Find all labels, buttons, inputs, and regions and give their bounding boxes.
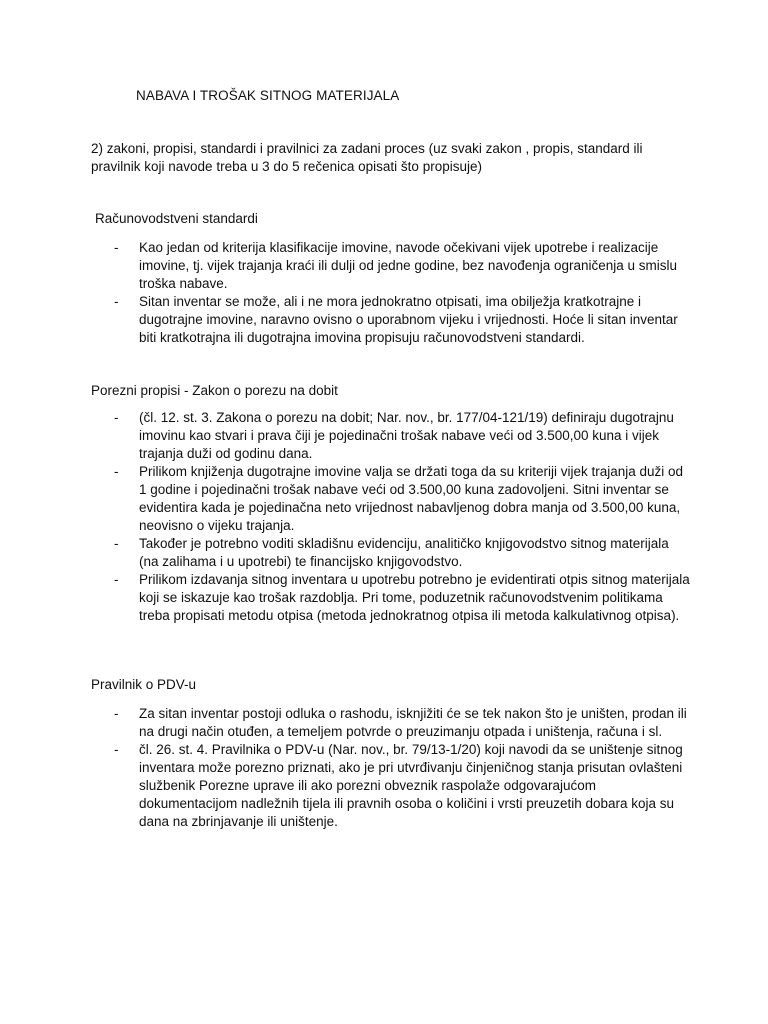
- list-item: [91, 705, 691, 741]
- list-item-text: Prilikom izdavanja sitnog inventara u upotrebu potrebno je evidentirati otpis sitnog materijala koji se iskazuje kao trošak razdoblja. Pri tome, poduzetnik računovodstvenim politikama treba propisati metodu otpisa (metoda jednokratnog otpisa ili metoda kalkulativnog otpisa).: [139, 572, 690, 623]
- list-item-text: Također je potrebno voditi skladišnu evidenciju, analitičko knjigovodstvo sitnog materijala (na zalihama i u upotrebi) te financijsko knjigovodstvo.: [139, 536, 669, 569]
- bullet-dash: -: [114, 536, 119, 551]
- bullet-dash: -: [114, 706, 119, 721]
- list-item: [91, 239, 691, 293]
- list-item: [91, 571, 691, 625]
- list-item-text: Prilikom knjiženja dugotrajne imovine valja se držati toga da su kriteriji vijek trajanja duži od 1 godine i pojedinačni trošak nabave veći od 3.500,00 kuna zadovoljeni. Sitni inventar se evidentira kada je pojedinačna neto vrijednost nabavljenog dobra manja od 3.500,00 kuna, neovisno o vijeku trajanja.: [139, 464, 684, 533]
- section-list-accounting-standards: [91, 239, 691, 347]
- list-item-text: Za sitan inventar postoji odluka o rashodu, isknjižiti će se tek nakon što je uništen, prodan ili na drugi način otuđen, a temeljem potvrde o preuzimanju otpada i uništenja, računa i sl.: [139, 706, 687, 739]
- list-item-text: (čl. 12. st. 3. Zakona o porezu na dobit; Nar. nov., br. 177/04-121/19) definiraju dugotrajnu imovinu kao stvari i prava čiji je pojedinačni trošak nabave veći od 3.500,00 kuna i vijek trajanja duži od godinu dana.: [139, 410, 674, 461]
- section-list-vat-rulebook: [91, 705, 691, 831]
- section-heading-accounting-standards: Računovodstveni standardi: [95, 211, 258, 226]
- list-item: [91, 741, 691, 831]
- list-item: [91, 463, 691, 535]
- bullet-dash: -: [114, 294, 119, 309]
- intro-paragraph: 2) zakoni, propisi, standardi i pravilnici za zadani proces (uz svaki zakon , propis, standard ili pravilnik koji navode treba u 3 do 5 rečenica opisati što propisuje): [91, 141, 643, 174]
- document-title: NABAVA I TROŠAK SITNOG MATERIJALA: [136, 88, 400, 103]
- bullet-dash: -: [114, 410, 119, 425]
- section-heading-vat-rulebook: Pravilnik o PDV-u: [91, 677, 197, 692]
- section-list-tax-regulations: [91, 409, 691, 625]
- bullet-dash: -: [114, 464, 119, 479]
- bullet-dash: -: [114, 742, 119, 757]
- list-item-text: Sitan inventar se može, ali i ne mora jednokratno otpisati, ima obilježja kratkotrajne i dugotrajne imovine, naravno ovisno o uporabnom vijeku i vrijednosti. Hoće li sitan inventar biti kratkotrajna ili dugotrajna imovina propisuju računovodstveni standardi.: [139, 294, 678, 345]
- bullet-dash: -: [114, 240, 119, 255]
- list-item: [91, 409, 691, 463]
- bullet-dash: -: [114, 572, 119, 587]
- list-item-text: Kao jedan od kriterija klasifikacije imovine, navode očekivani vijek upotrebe i realizacije imovine, tj. vijek trajanja kraći ili dulji od jedne godine, bez navođenja ograničenja u smislu troška nabave.: [139, 240, 678, 291]
- list-item-text: čl. 26. st. 4. Pravilnika o PDV-u (Nar. nov., br. 79/13-1/20) koji navodi da se uništenje sitnog inventara može porezno priznati, ako je pri utvrđivanju činjeničnog stanja prisutan ovlašteni službenik Porezne uprave ili ako porezni obveznik raspolaže odgovarajućom dokumentacijom nadležnih tijela ili pravnih osoba o količini i vrsti preuzetih dobara koja su dana na zbrinjavanje ili uništenje.: [139, 742, 683, 829]
- list-item: [91, 293, 691, 347]
- section-heading-tax-regulations: Porezni propisi - Zakon o porezu na dobit: [91, 383, 338, 398]
- list-item: [91, 535, 691, 571]
